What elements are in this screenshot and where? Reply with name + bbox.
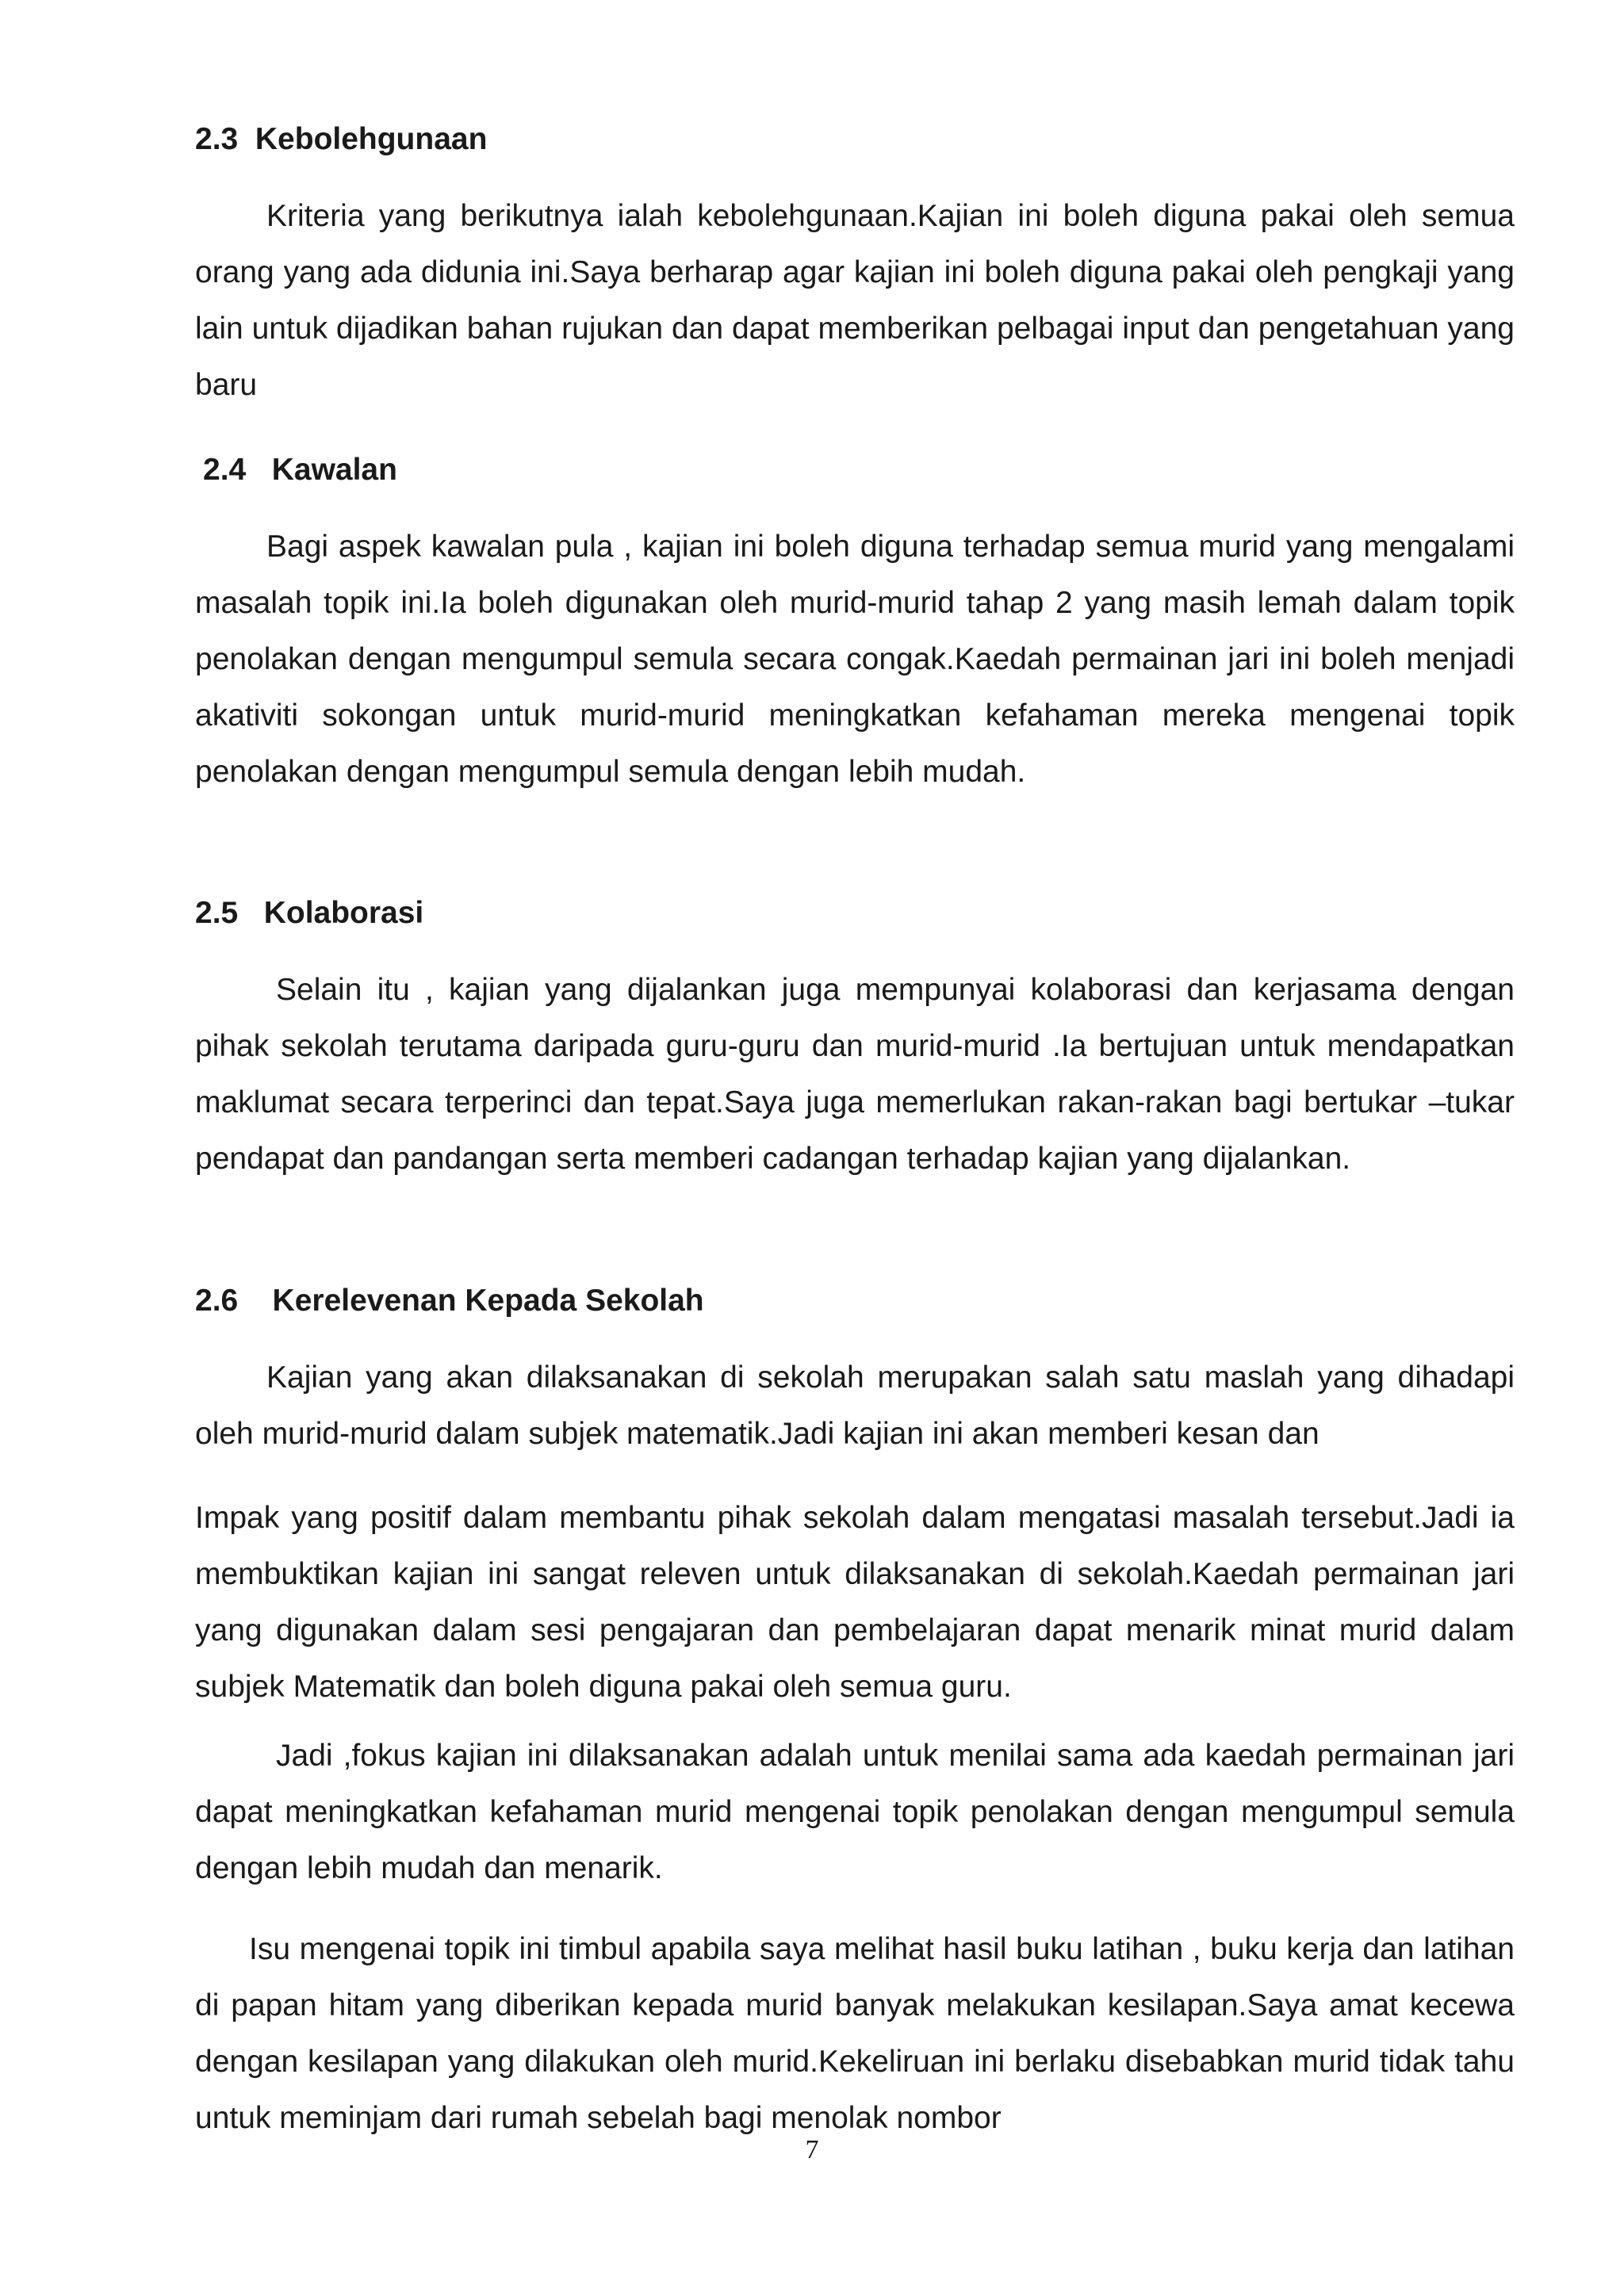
- section-heading-2-4: 2.4 Kawalan: [203, 453, 397, 487]
- paragraph-kerelevenan-1: Kajian yang akan dilaksanakan di sekolah merupakan salah satu maslah yang dihadapi oleh murid-murid dalam subjek matematik.Jadi kajian ini akan memberi kesan dan: [195, 1360, 1515, 1451]
- paragraph-kolaborasi: Selain itu , kajian yang dijalankan juga mempunyai kolaborasi dan kerjasama dengan pihak sekolah terutama daripada guru-guru dan murid-murid .Ia bertujuan untuk mendapatkan maklumat secara terperinci dan tepat.Saya juga memerlukan rakan-rakan bagi bertukar –tukar pendapat dan pandangan serta memberi cadangan terhadap kajian yang dijalankan.: [195, 973, 1515, 1176]
- paragraph-kebolehgunaan: Kriteria yang berikutnya ialah kebolehgunaan.Kajian ini boleh diguna pakai oleh semua orang yang ada didunia ini.Saya berharap agar kajian ini boleh diguna pakai oleh pengkaji yang lain untuk dijadikan bahan rujukan dan dapat memberikan pelbagai input dan pengetahuan yang baru: [195, 199, 1515, 402]
- page-number: 7: [805, 2135, 819, 2164]
- section-heading-2-5: 2.5 Kolaborasi: [195, 896, 424, 930]
- paragraph-kerelevenan-4: Isu mengenai topik ini timbul apabila saya melihat hasil buku latihan , buku kerja dan latihan di papan hitam yang diberikan kepada murid banyak melakukan kesilapan.Saya amat kecewa dengan kesilapan yang dilakukan oleh murid.Kekeliruan ini berlaku disebabkan murid tidak tahu untuk meminjam dari rumah sebelah bagi menolak nombor: [195, 1932, 1515, 2135]
- section-heading-2-3: 2.3 Kebolehgunaan: [195, 122, 488, 156]
- paragraph-kerelevenan-3: Jadi ,fokus kajian ini dilaksanakan adalah untuk menilai sama ada kaedah permainan jari dapat meningkatkan kefahaman murid mengenai topik penolakan dengan mengumpul semula dengan lebih mudah dan menarik.: [195, 1739, 1515, 1885]
- paragraph-kerelevenan-2: Impak yang positif dalam membantu pihak sekolah dalam mengatasi masalah tersebut.Jadi ia membuktikan kajian ini sangat releven untuk dilaksanakan di sekolah.Kaedah permainan jari yang digunakan dalam sesi pengajaran dan pembelajaran dapat menarik minat murid dalam subjek Matematik dan boleh diguna pakai oleh semua guru.: [195, 1501, 1515, 1704]
- paragraph-kawalan: Bagi aspek kawalan pula , kajian ini boleh diguna terhadap semua murid yang mengalami masalah topik ini.Ia boleh digunakan oleh murid-murid tahap 2 yang masih lemah dalam topik penolakan dengan mengumpul semula secara congak.Kaedah permainan jari ini boleh menjadi akativiti sokongan untuk murid-murid meningkatkan kefahaman mereka mengenai topik penolakan dengan mengumpul semula dengan lebih mudah.: [195, 530, 1515, 789]
- section-heading-2-6: 2.6 Kerelevenan Kepada Sekolah: [195, 1284, 704, 1318]
